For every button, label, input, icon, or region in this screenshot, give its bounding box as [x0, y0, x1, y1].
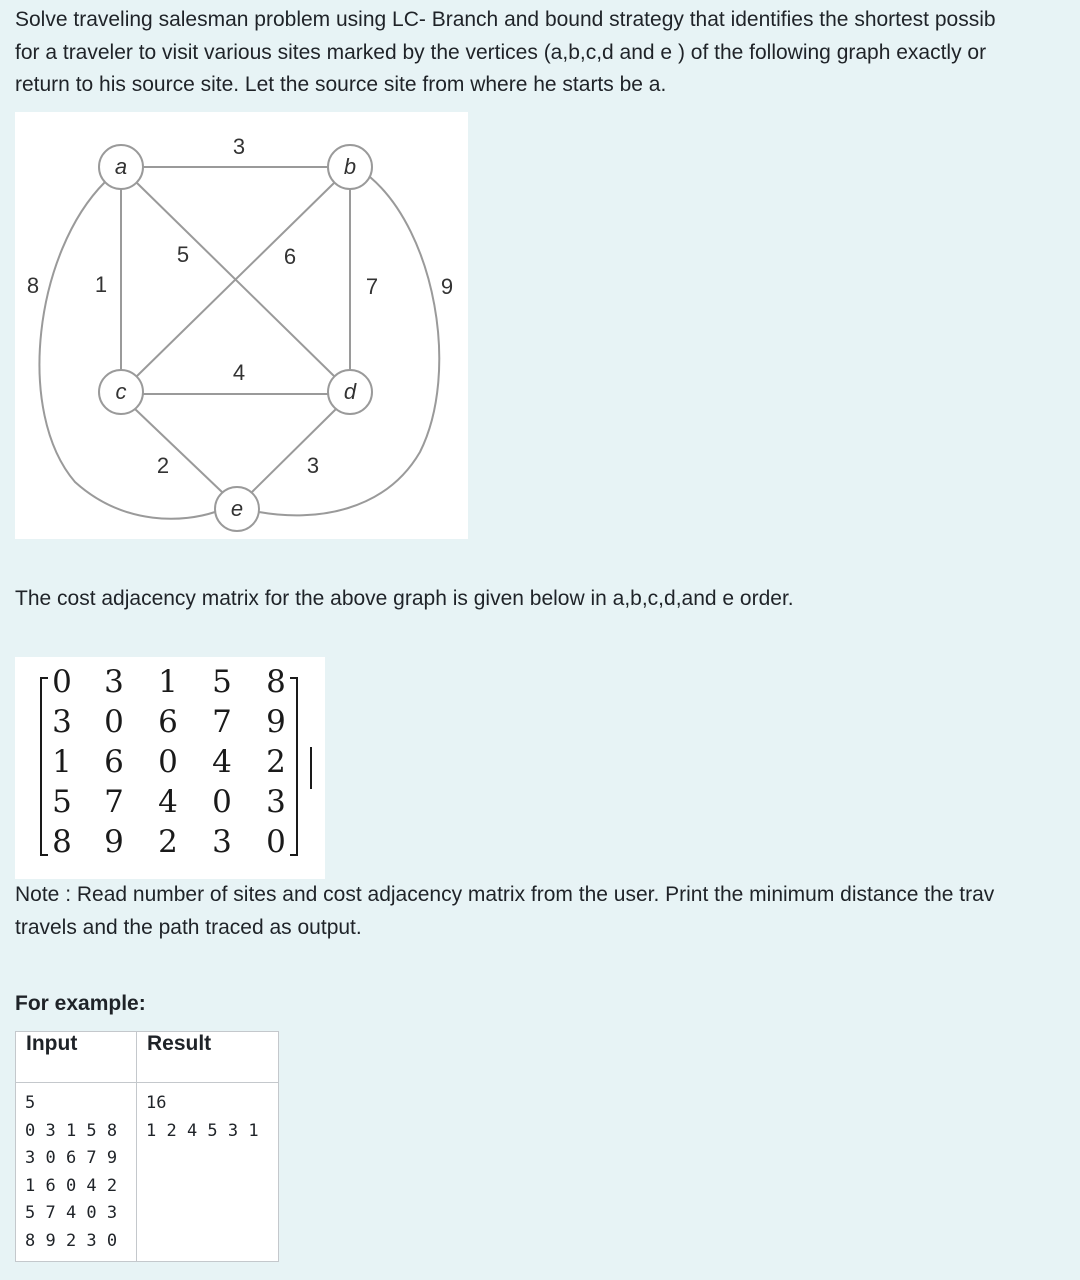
input-line: 5: [25, 1093, 36, 1113]
matrix-cell: 1: [158, 664, 178, 700]
edge-weight-b-e: 9: [440, 273, 454, 299]
example-heading: For example:: [15, 992, 146, 1015]
vertex-label-a: a: [114, 153, 128, 179]
matrix-cell: 4: [212, 744, 232, 780]
matrix-cell: 0: [158, 744, 178, 780]
edge-weight-b-d: 7: [365, 273, 379, 299]
edge-c-e: [135, 409, 222, 492]
result-column-header: Result: [137, 1032, 279, 1083]
matrix-cell: 5: [212, 664, 232, 700]
matrix-cell: 2: [158, 824, 178, 860]
intro-line: return to his source site. Let the source site from where he starts be a.: [15, 73, 667, 96]
matrix-cell: 0: [266, 824, 286, 860]
matrix-cell: 6: [158, 704, 178, 740]
matrix-cell: 9: [104, 824, 124, 860]
matrix-cell: 7: [104, 784, 124, 820]
input-line: 1 6 0 4 2: [25, 1175, 118, 1196]
matrix-right-bracket: [290, 677, 298, 856]
matrix-cell: 9: [266, 704, 286, 740]
matrix-cell: 3: [212, 824, 232, 860]
vertex-label-e: e: [230, 495, 244, 521]
edge-weight-a-d: 5: [176, 241, 190, 267]
question-note: [15, 879, 994, 944]
example-input-cell: [16, 1083, 137, 1262]
matrix-cell: 3: [52, 704, 72, 740]
matrix-cell: 5: [52, 784, 72, 820]
edge-weight-d-e: 3: [306, 452, 320, 478]
matrix-cell: 0: [212, 784, 232, 820]
graph-diagram: [15, 112, 468, 539]
matrix-cell: 8: [266, 664, 286, 700]
matrix-cell: 3: [266, 784, 286, 820]
edge-weight-c-d: 4: [232, 359, 246, 385]
cost-matrix-figure: [15, 657, 325, 879]
input-line: 3 0 6 7 9: [25, 1148, 118, 1168]
matrix-cell: 2: [266, 744, 286, 780]
edge-weight-a-c: 1: [94, 271, 108, 297]
edge-weight-a-e: 8: [26, 272, 40, 298]
input-column-header: Input: [16, 1032, 137, 1083]
matrix-cell: 1: [52, 744, 72, 780]
matrix-cell: 6: [104, 744, 124, 780]
note-line: Note : Read number of sites and cost adjacency matrix from the user. Print the minimum distance the trav: [15, 883, 995, 906]
note-line: travels and the path traced as output.: [15, 915, 362, 939]
example-table: [15, 1031, 279, 1262]
matrix-cell: 7: [212, 704, 232, 740]
edge-weight-c-e: 2: [156, 452, 170, 478]
graph-figure: [15, 112, 468, 539]
question-intro: [15, 4, 996, 102]
matrix-caption: The cost adjacency matrix for the above graph is given below in a,b,c,d,and e order.: [15, 587, 794, 610]
matrix-side-bar: [310, 747, 312, 789]
edge-weight-b-c: 6: [283, 243, 297, 269]
matrix-cell: 0: [104, 704, 124, 740]
example-result-cell: [137, 1083, 279, 1262]
result-line: 1 2 4 5 3 1: [146, 1120, 259, 1141]
vertex-label-d: d: [343, 378, 357, 404]
matrix-cell: 8: [52, 824, 72, 860]
vertex-label-c: c: [115, 378, 127, 404]
vertex-label-b: b: [343, 153, 357, 179]
matrix-cell: 0: [52, 664, 72, 700]
input-line: 8 9 2 3 0: [25, 1230, 118, 1251]
example-table-header-row: [16, 1032, 279, 1083]
result-line: 16: [146, 1093, 167, 1113]
input-line: 5 7 4 0 3: [25, 1203, 118, 1223]
intro-line: Solve traveling salesman problem using LC- Branch and bound strategy that identifies the shortest possib: [15, 8, 996, 31]
matrix-cell: 4: [158, 784, 178, 820]
edge-d-e: [252, 409, 336, 492]
input-line: 0 3 1 5 8: [25, 1120, 118, 1141]
intro-line: for a traveler to visit various sites marked by the vertices (a,b,c,d and e ) of the following graph exactly or: [15, 40, 987, 64]
example-table-row: [16, 1083, 279, 1262]
edge-weight-a-b: 3: [232, 133, 246, 159]
matrix-cell: 3: [104, 664, 124, 700]
